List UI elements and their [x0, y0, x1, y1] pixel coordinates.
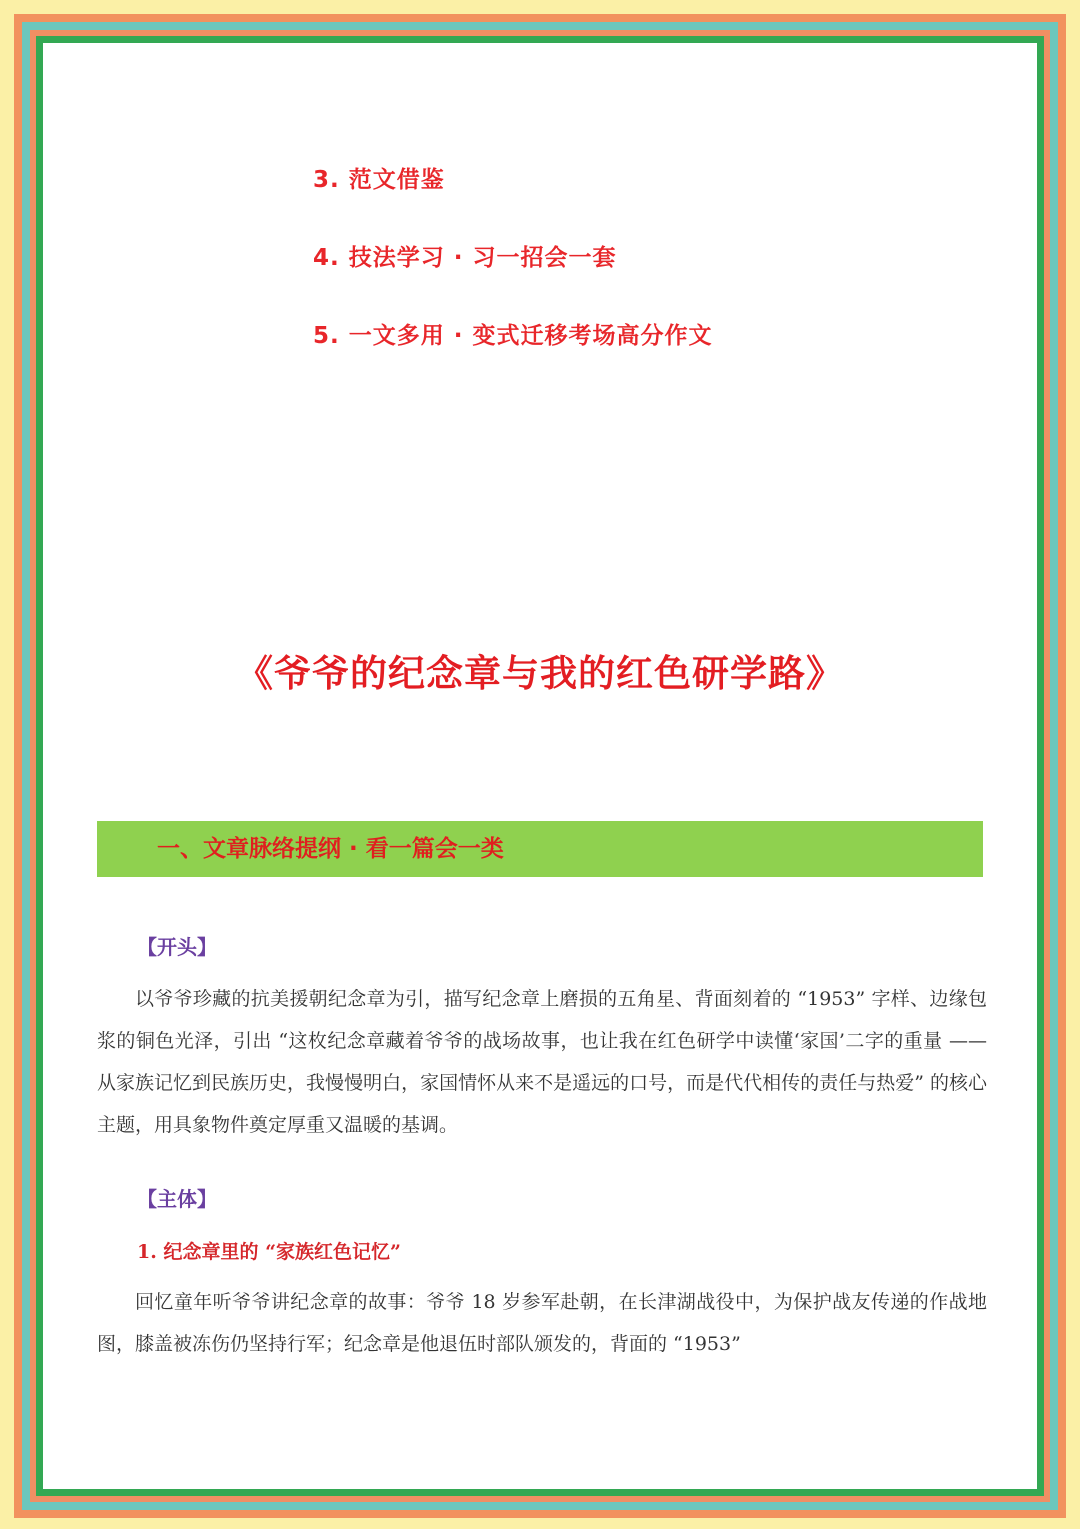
- toc-item-4: 4. 技法学习 · 习一招会一套: [313, 245, 617, 271]
- section-heading: 一、文章脉络提纲 · 看一篇会一类: [157, 836, 504, 862]
- article-title: 《爷爷的纪念章与我的红色研学路》: [236, 652, 844, 695]
- body-label: 【主体】: [137, 1187, 217, 1211]
- opening-paragraph: 以爷爷珍藏的抗美援朝纪念章为引，描写纪念章上磨损的五角星、背面刻着的 “1953” 字样、边缘包浆的铜色光泽，引出 “这枚纪念章藏着爷爷的战场故事，也让我在红色研学中读懂‘家国’二字的重量 —— 从家族记忆到民族历史，我慢慢明白，家国情怀从来不是遥远的口号，而是代代相传的责任与热爱” 的核心主题，用具象物件奠定厚重又温暖的基调。: [97, 988, 987, 1136]
- opening-label: 【开头】: [137, 935, 217, 959]
- body-subheading-1: 1. 纪念章里的 “家族红色记忆”: [137, 1241, 401, 1263]
- toc-item-3: 3. 范文借鉴: [313, 167, 445, 193]
- document-page: [43, 43, 1037, 1489]
- body-paragraph-1: 回忆童年听爷爷讲纪念章的故事：爷爷 18 岁参军赴朝，在长津湖战役中，为保护战友传递的作战地图，膝盖被冻伤仍坚持行军；纪念章是他退伍时部队颁发的，背面的 “1953”: [97, 1291, 987, 1355]
- section-heading-bar: [97, 821, 983, 877]
- toc-item-5: 5. 一文多用 · 变式迁移考场高分作文: [313, 323, 713, 349]
